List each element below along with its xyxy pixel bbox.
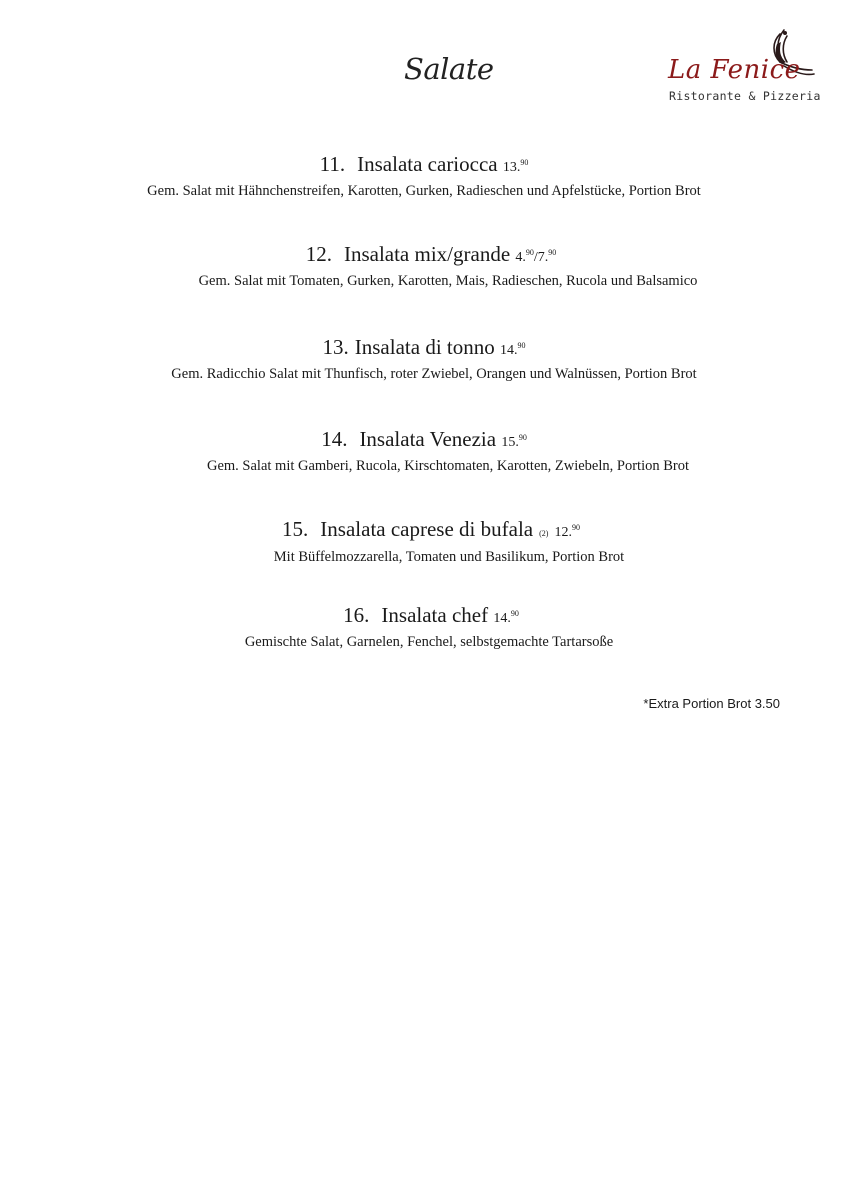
menu-item — [0, 151, 848, 201]
menu-item-number: 16. — [343, 603, 370, 627]
allergen-note: (2) — [539, 529, 549, 538]
menu-item-price: 14.90 — [499, 341, 526, 358]
menu-item-description: Mit Büffelmozzarella, Tomaten und Basilikum, Portion Brot — [273, 549, 625, 565]
menu-item-number: 15. — [282, 517, 309, 541]
menu-item-heading — [0, 516, 848, 546]
menu-item-name: Insalata Venezia — [359, 427, 497, 451]
menu-item-name: Insalata chef — [381, 603, 489, 627]
menu-item-name: Insalata cariocca — [357, 152, 498, 176]
menu-item-price: 14.90 — [493, 609, 519, 626]
menu-item-name: Insalata caprese di bufala — [320, 517, 534, 541]
page-title: Salate — [404, 52, 494, 86]
menu-item — [0, 334, 848, 384]
menu-item-number: 12. — [305, 242, 332, 266]
menu-item-number: 14. — [321, 427, 348, 451]
menu-item — [0, 426, 848, 476]
menu-item-price: 13.90 — [502, 158, 529, 175]
menu-item-price: 4.90/7.90 — [515, 248, 557, 265]
menu-item-description: Gem. Salat mit Gamberi, Rucola, Kirschtomaten, Karotten, Zwiebeln, Portion Brot — [206, 458, 690, 474]
menu-item-description: Gem. Radicchio Salat mit Thunfisch, roter Zwiebel, Orangen und Walnüssen, Portion Brot — [171, 366, 697, 382]
menu-item-price: 12.90 — [554, 523, 580, 540]
menu-item-description: Gem. Salat mit Tomaten, Gurken, Karotten, Mais, Radieschen, Rucola und Balsamico — [198, 273, 698, 289]
menu-item — [0, 602, 848, 652]
menu-item-name: Insalata di tonno — [354, 335, 495, 359]
brand-subtitle: Ristorante & Pizzeria — [669, 89, 821, 103]
menu-item-heading — [0, 426, 848, 455]
menu-item-description: Gemischte Salat, Garnelen, Fenchel, selbstgemachte Tartarsoße — [244, 634, 614, 650]
menu-item-description: Gem. Salat mit Hähnchenstreifen, Karotten, Gurken, Radieschen und Apfelstücke, Portion Brot — [147, 183, 701, 199]
menu-item-heading — [0, 334, 848, 363]
menu-item-name: Insalata mix/grande — [343, 242, 511, 266]
menu-item-price: 15.90 — [501, 433, 527, 450]
extra-bread-note: *Extra Portion Brot 3.50 — [643, 696, 780, 711]
menu-item — [0, 241, 848, 291]
menu-item-number: 11. — [319, 152, 346, 176]
menu-item-number: 13. — [322, 335, 349, 359]
brand-logo — [668, 26, 821, 112]
brand-name: La Fenice — [668, 55, 801, 85]
menu-item-heading — [0, 241, 848, 270]
menu-item-heading — [0, 602, 848, 631]
menu-item-heading — [0, 151, 848, 180]
menu-item — [0, 516, 848, 567]
